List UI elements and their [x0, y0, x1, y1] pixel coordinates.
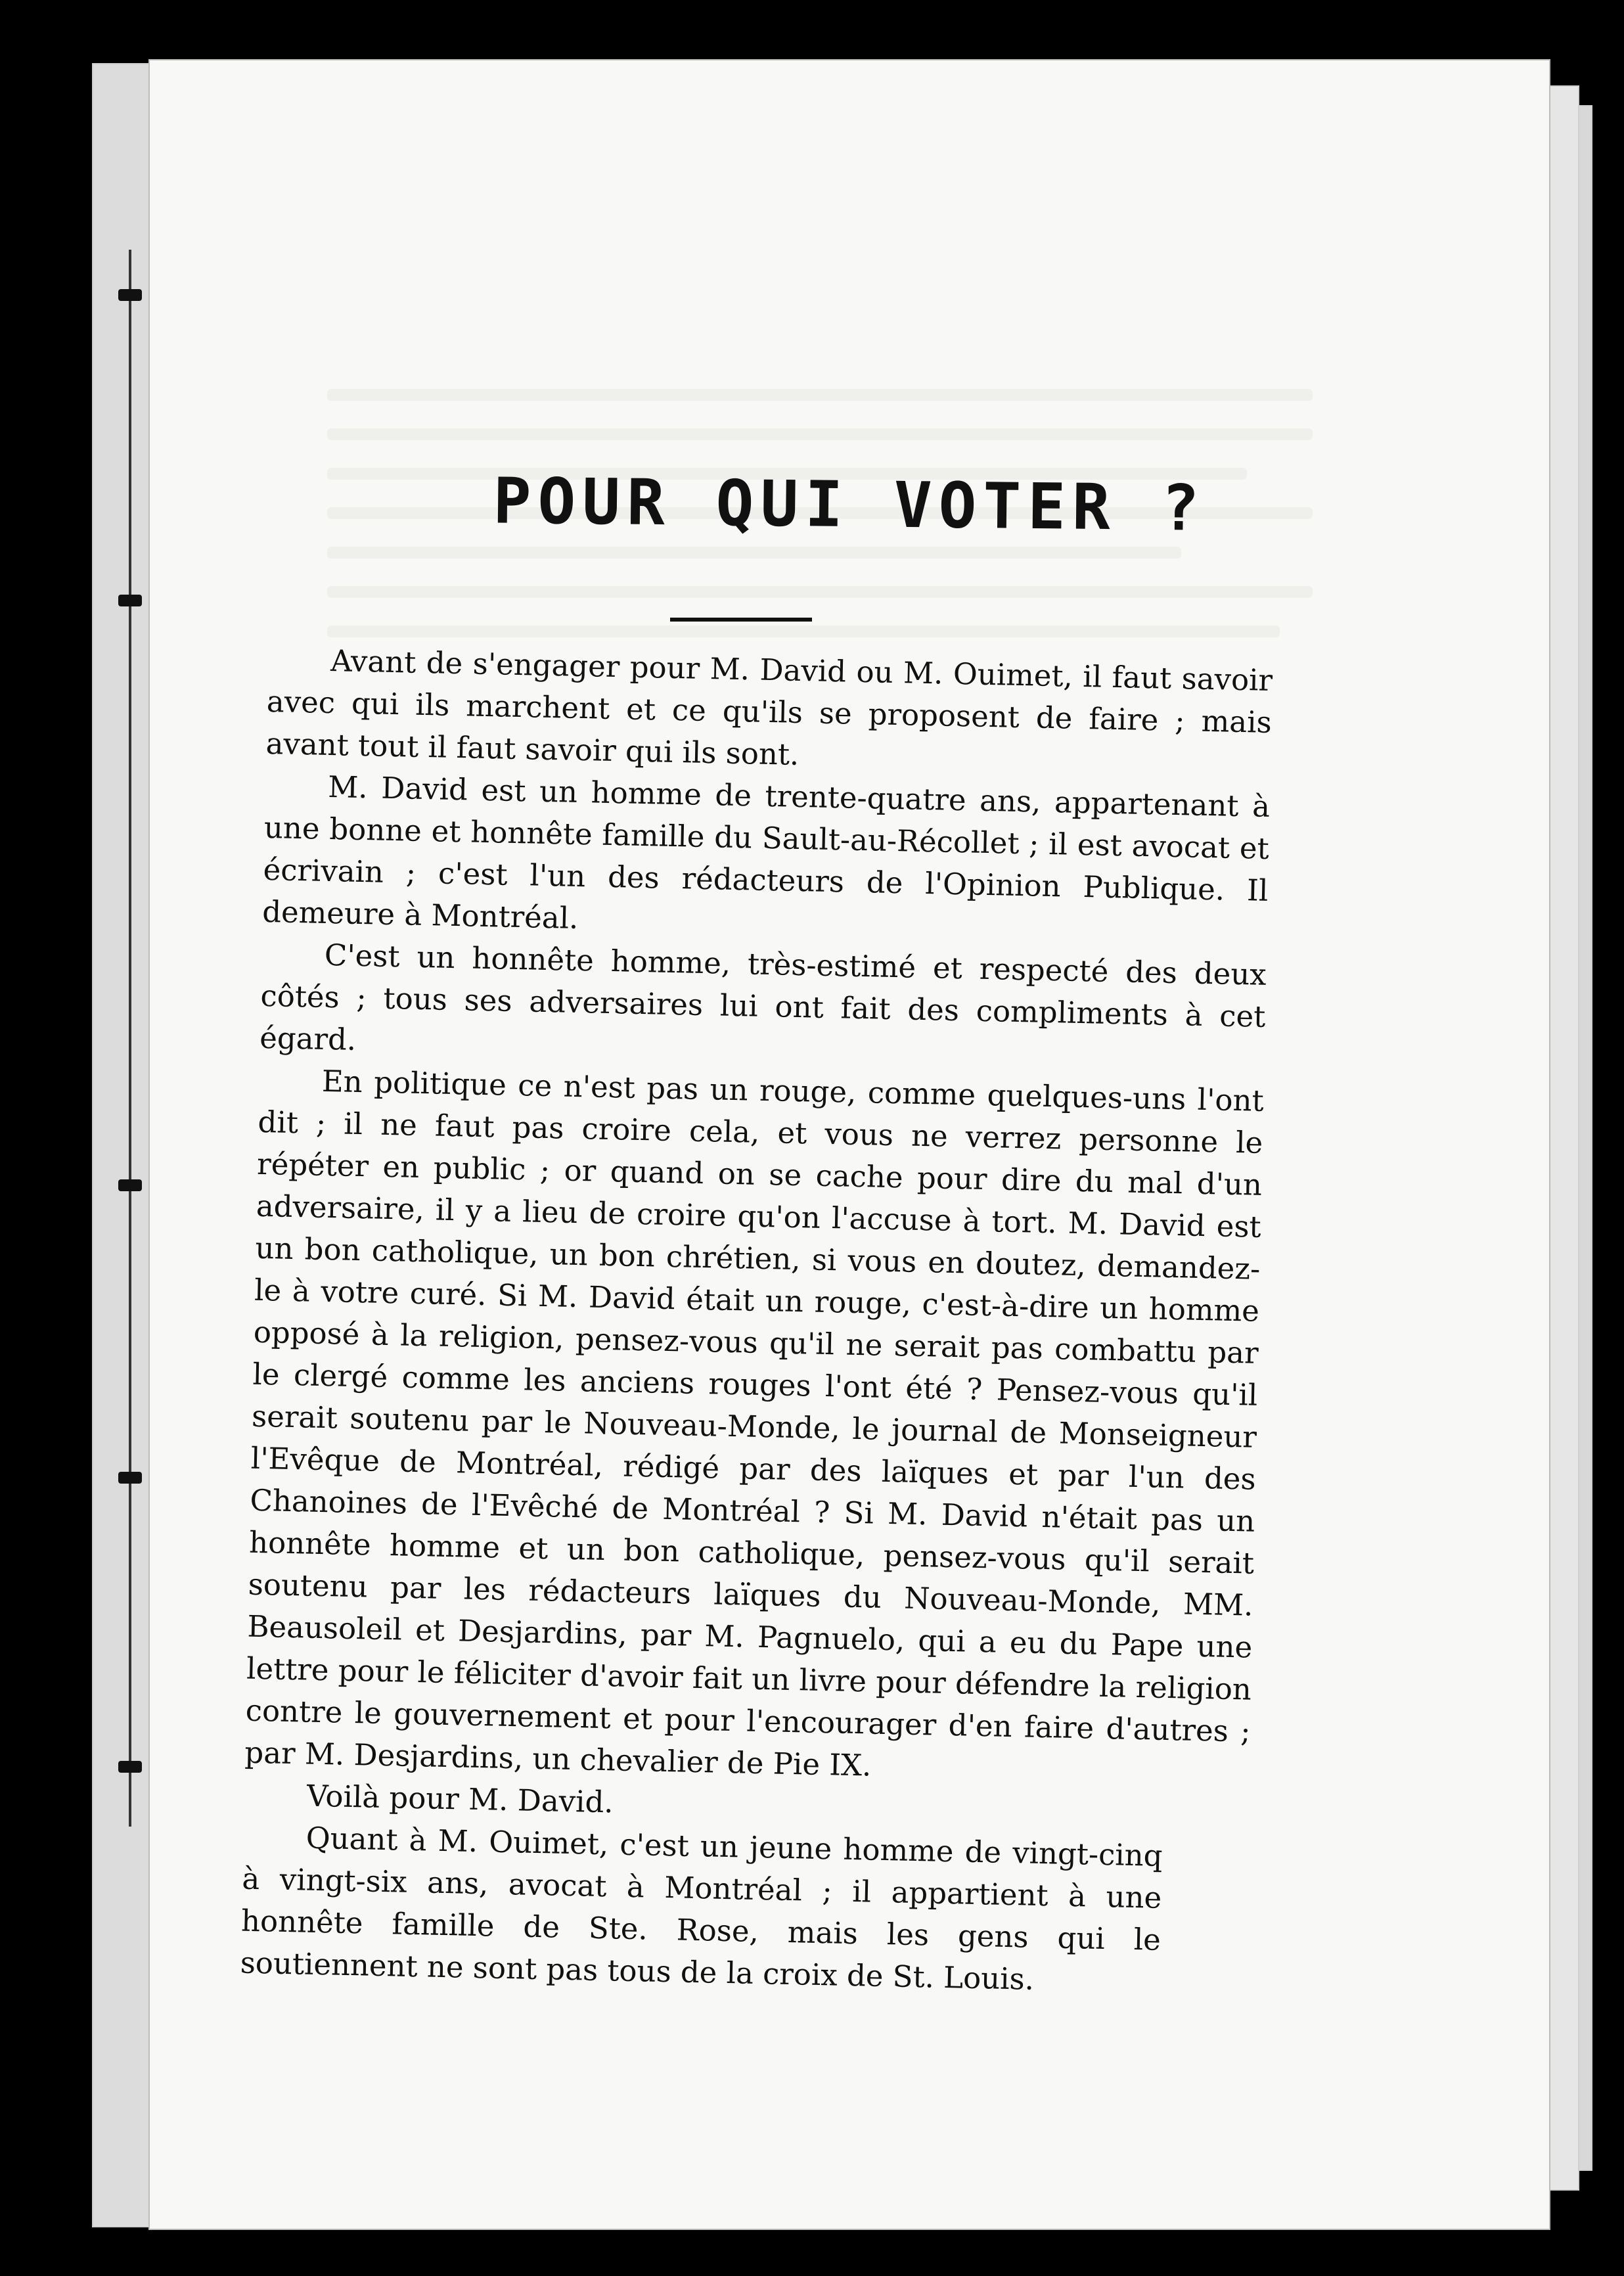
binding-stitch [118, 1472, 142, 1484]
page-title: POUR QUI VOTER ? [493, 464, 1206, 545]
binding-stitch [118, 1179, 142, 1191]
article-body [240, 639, 1273, 2005]
paragraph: Voilà pour M. David. [306, 1778, 614, 1820]
paragraph: M. David est un homme de trente-quatre ans, appartenant à une bonne et honnête famille du Sault-au-Récollet ; il est avocat et écrivain ; c'est l'un des rédacteurs de l'Opinion Publique. Il demeure à Montréal. [261, 769, 1271, 936]
binding-stitch [118, 595, 142, 606]
page-edge-left [92, 63, 154, 2227]
paragraph: Quant à M. Ouimet, c'est un jeune homme de vingt-cinq à vingt-six ans, avocat à Montréal ; il appartient à une honnête famille de Ste. Rose, mais les gens qui le soutiennent ne sont pas tous de la croix de St. Louis. [240, 1820, 1163, 1997]
binding-stitch [118, 289, 142, 301]
paragraph: C'est un honnête homme, très-estimé et respecté des deux côtés ; tous ses adversaires lui ont fait des compliments à cet égard. [259, 937, 1267, 1057]
title-divider [670, 618, 812, 622]
document-page [150, 60, 1549, 2229]
binding-thread [129, 250, 131, 1827]
binding-stitch [118, 1761, 142, 1773]
paragraph: En politique ce n'est pas un rouge, comme quelques-uns l'ont dit ; il ne faut pas croire cela, et vous ne verrez personne le répéter en public ; or quand on se cache pour dire du mal d'un adversaire, il y a lieu de croire qu'on l'accuse à tort. M. David est un bon catholique, un bon chrétien, si vous en doutez, demandez-le à votre curé. Si M. David était un rouge, c'est-à-dire un homme opposé à la religion, pensez-vous qu'il ne serait pas combattu par le clergé comme les anciens rouges l'ont été ? Pensez-vous qu'il serait soutenu par le Nouveau-Monde, le journal de Monseigneur l'Evêque de Montréal, rédigé par des laïques et par l'un des Chanoines de l'Evêché de Montréal ? Si M. David n'était pas un honnête homme et un bon catholique, pensez-vous qu'il serait soutenu par les rédacteurs laïques du Nouveau-Monde, MM. Beausoleil et Desjardins, par M. Pagnuelo, qui a eu du Pape une lettre pour le féliciter d'avoir fait un livre pour défendre la religion contre le gouvernement et pour l'encourager d'en faire d'autres ; par M. Desjardins, un chevalier de Pie IX. [244, 1063, 1265, 1783]
paragraph: Avant de s'engager pour M. David ou M. Ouimet, il faut savoir avec qui ils marchent et ce qu'ils se proposent de faire ; mais avant tout il faut savoir qui ils sont. [265, 643, 1273, 772]
